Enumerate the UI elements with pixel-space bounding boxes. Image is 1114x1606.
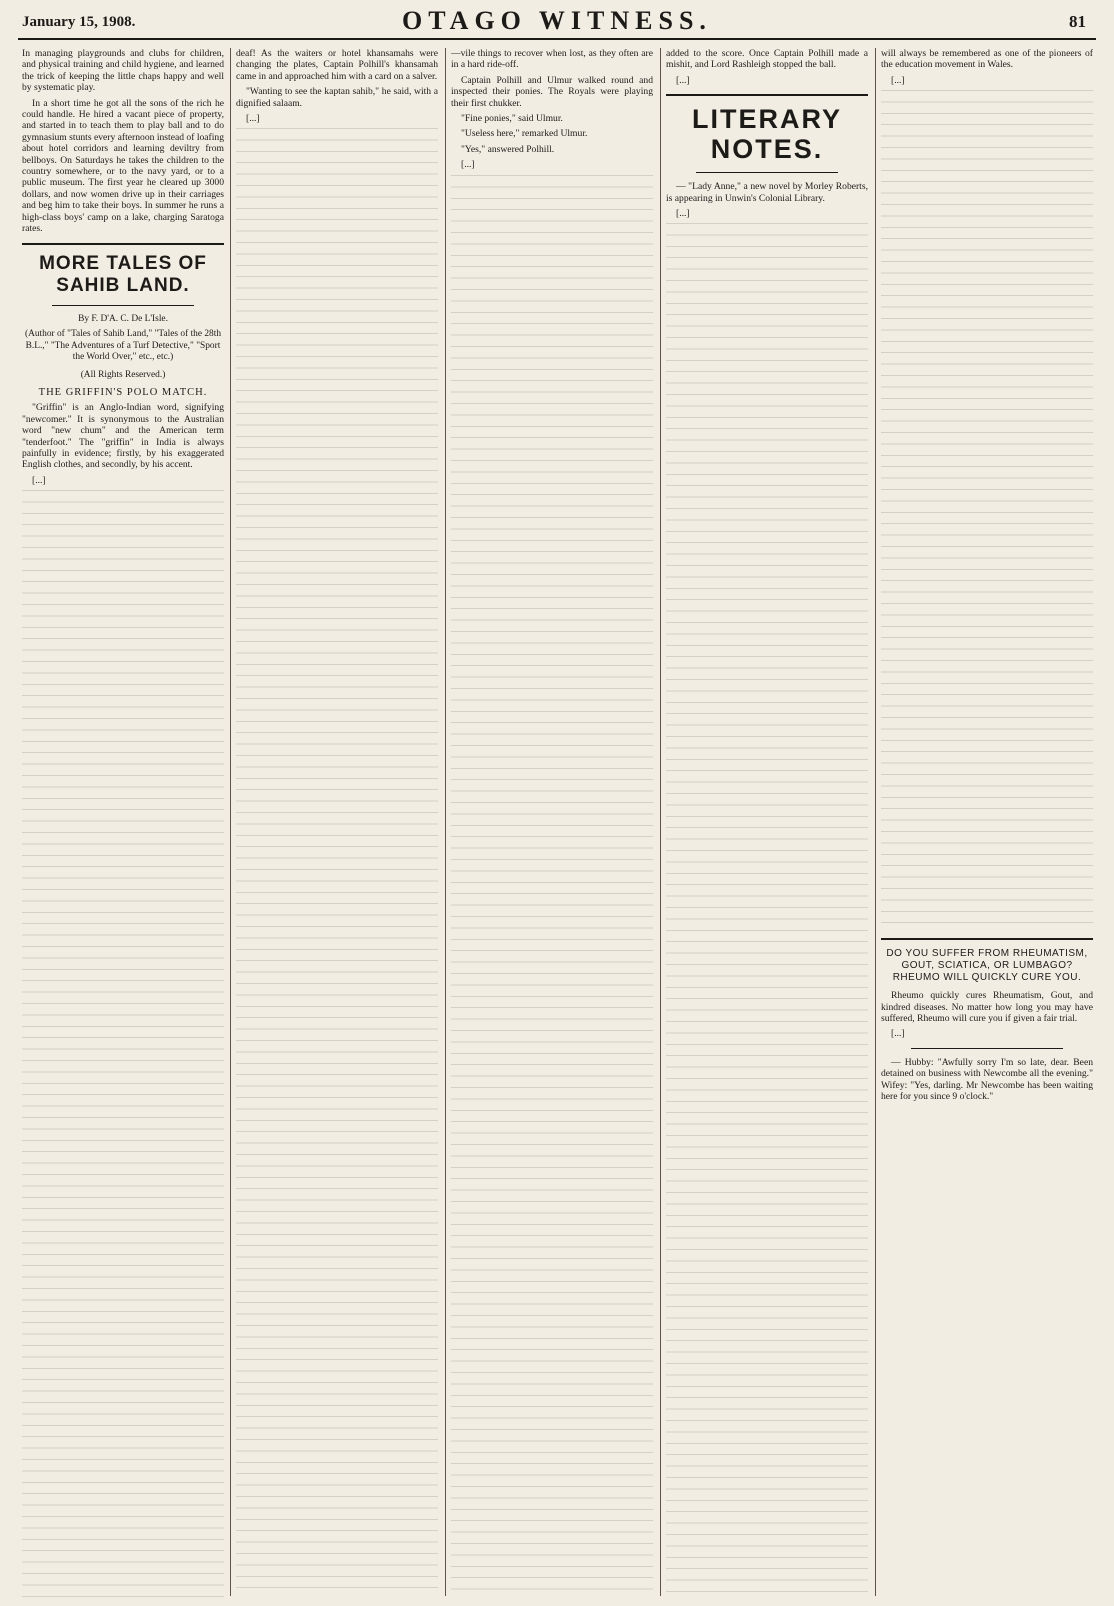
chapter-title: THE GRIFFIN'S POLO MATCH.: [38, 386, 208, 398]
body-paragraph: In managing playgrounds and clubs for children, and physical training and child hygiene, and learned the trick of keeping the little chaps happy and well by systematic play.: [22, 48, 224, 94]
section-rule: [696, 172, 838, 173]
masthead: [18, 4, 1096, 40]
byline-credits: (Author of "Tales of Sahib Land," "Tales of the 28th B.L.," "The Adventures of a Turf Detective," "Sport the World Over," etc., etc.): [24, 329, 222, 362]
column-1: [22, 48, 224, 1598]
advertisement-heading: DO YOU SUFFER FROM RHEUMATISM, GOUT, SCIATICA, OR LUMBAGO? RHEUMO WILL QUICKLY CURE YOU.: [886, 948, 1088, 984]
body-paragraph: [...]: [676, 74, 690, 86]
story-headline: MORE TALES OF SAHIB LAND.: [39, 252, 207, 296]
column-5: [881, 48, 1093, 1598]
body-paragraph: added to the score. Once Captain Polhill made a mishit, and Lord Rashleigh stopped the ball.: [666, 48, 868, 71]
filler-block: [236, 128, 438, 1598]
paper-title: OTAGO WITNESS.: [402, 6, 712, 35]
column-divider: [445, 48, 446, 1596]
column-4: [666, 48, 868, 1598]
column-divider: [875, 48, 876, 1596]
body-paragraph: deaf! As the waiters or hotel khansamahs were changing the plates, Captain Polhill's khansamah came in and approached him with a card on a salver.: [236, 48, 438, 82]
body-paragraph: In a short time he got all the sons of the rich he could handle. He hired a vacant piece of property, and started in to teach them to play ball and to do gymnasium stunts every afternoon instead of loafing about hotel corridors and learning deviltry from bellboys. On Saturdays he takes the children to the country somewhere, or to the navy yard, or to a public museum. The first year he cleared up 3000 dollars, and now women drive up in their carriages and beg him to take their boys. In summer he runs a high-class boys' camp on a lake, charging Saratoga rates.: [22, 97, 224, 235]
body-paragraph: "Useless here," remarked Ulmur.: [461, 128, 588, 140]
body-paragraph: [...]: [32, 474, 46, 486]
ad-paragraph: [...]: [891, 1028, 905, 1040]
body-paragraph: [...]: [246, 113, 260, 125]
note-paragraph: — "Lady Anne," a new novel by Morley Roberts, is appearing in Unwin's Colonial Library.: [666, 181, 868, 204]
byline-author: By F. D'A. C. De L'Isle.: [78, 313, 168, 324]
filler-block: [666, 223, 868, 1598]
section-rule: [22, 243, 224, 245]
rights-notice: (All Rights Reserved.): [80, 369, 166, 380]
column-divider: [230, 48, 231, 1596]
body-paragraph: Captain Polhill and Ulmur walked round and inspected their ponies. The Royals were playing their first chukker.: [451, 74, 653, 109]
body-paragraph: [...]: [461, 159, 475, 171]
ad-paragraph: Rheumo quickly cures Rheumatism, Gout, and kindred diseases. No matter how long you may have suffered, Rheumo will cure you if given a fair trial.: [881, 990, 1093, 1025]
literary-notes-headline: LITERARY NOTES.: [692, 104, 842, 165]
body-paragraph: —vile things to recover when lost, as they often are in a hard ride-off.: [451, 48, 653, 71]
section-rule: [666, 94, 868, 96]
body-paragraph: will always be remembered as one of the pioneers of the education movement in Wales.: [881, 48, 1093, 71]
issue-date: January 15, 1908.: [22, 14, 136, 30]
filler-block: [22, 490, 224, 1598]
filler-block: [451, 175, 653, 1598]
column-2: [236, 48, 438, 1598]
section-rule: [911, 1048, 1063, 1049]
page-number: 81: [1069, 12, 1086, 31]
filler-block: [881, 90, 1093, 930]
note-paragraph: [...]: [676, 208, 690, 220]
body-paragraph: "Griffin" is an Anglo-Indian word, signifying "newcomer." It is synonymous to the Australian word "new chum" and the American term "tenderfoot." The "griffin" in India is always painfully in evidence; firstly, by his exaggerated English clothes, and secondly, by his accent.: [22, 402, 224, 471]
section-rule: [52, 305, 194, 306]
section-rule: [881, 938, 1093, 940]
body-paragraph: "Yes," answered Polhill.: [461, 143, 555, 155]
body-paragraph: [...]: [891, 74, 905, 86]
column-divider: [660, 48, 661, 1596]
body-paragraph: "Wanting to see the kaptan sahib," he said, with a dignified salaam.: [236, 86, 438, 109]
column-3: [451, 48, 653, 1598]
body-paragraph: "Fine ponies," said Ulmur.: [461, 113, 563, 125]
body-paragraph: — Hubby: "Awfully sorry I'm so late, dear. Been detained on business with Newcombe all the evening." Wifey: "Yes, darling. Mr Newcombe has been waiting here for you since 9 o'clock.": [881, 1056, 1093, 1103]
